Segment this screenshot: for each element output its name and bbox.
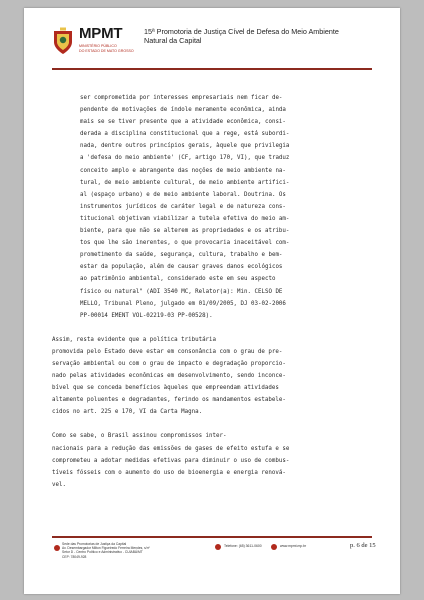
phone-icon [215,544,221,550]
office-title [144,27,384,45]
footer-address: Sede das Promotorias de Justiça da Capital Av. Desembargador Milton Figueiredo Ferreira Mendes, s/nº Setor D - Centro Político e Administrativo - CUIABÁ/MT CEP: 78049-928 [62,542,150,559]
text-line: prometimento da saúde, segurança, cultura, trabalho e bem- [80,252,283,259]
text-line: al (espaço urbano) e de meio ambiente laboral. Doutrina. Os [80,191,286,198]
logo-subtitle: MINISTÉRIO PÚBLICO DO ESTADO DE MATO GROSSO [79,44,134,53]
location-icon [54,545,60,551]
page-footer [24,536,400,594]
footer-divider [52,536,372,538]
text-line: comprometeu a adotar medidas efetivas para diminuir o uso de combus- [52,457,290,464]
globe-icon [271,544,277,550]
page-header [24,8,400,80]
text-line: tos que lhe são inerentes, o que provocaria inaceitável com- [80,240,290,247]
text-line: cidos no art. 225 e 170, VI da Carta Magna. [52,409,203,416]
text-line: derada a disciplina constitucional que a rege, está subordi- [80,131,290,138]
text-line: bível que se conceda benefícios àqueles que empreendam atividades [52,385,279,392]
text-line: pendente de motivações de índole meramente econômica, ainda [80,107,286,114]
text-line: nacionais para a redução das emissões de gases de efeito estufa e se [52,445,290,452]
header-divider [52,68,372,70]
text-line: tíveis fósseis com o aumento do uso de bioenergia e energia renová- [52,469,286,476]
text-line: tural, de meio ambiente cultural, de meio ambiente artifici- [80,179,290,186]
footer-website[interactable]: www.mpmt.mp.br [280,544,307,548]
text-line: estar da população, além de causar graves danos ecológicos [80,264,283,271]
footer-phone: Telefone: (65) 3611-0600 [224,544,262,548]
page-number: p. 6 de 15 [350,542,376,549]
text-line: a 'defesa do meio ambiente' (CF, artigo 170, VI), que traduz [80,155,290,162]
text-line: altamente poluentes e degradantes, ferindo os mandamentos estabele- [52,397,286,404]
text-line: vel. [52,481,66,488]
text-line: promovida pelo Estado deve estar em consonância com o grau de pre- [52,348,283,355]
text-line: nado pelas atividades econômicas em desenvolvimento, sendo inconce- [52,373,286,380]
text-line: mais se se tiver presente que a atividade econômica, consi- [80,119,286,126]
text-line: PP-00014 EMENT VOL-02219-03 PP-00528). [80,312,213,319]
text-line: MELLO, Tribunal Pleno, julgado em 01/09/2005, DJ 03-02-2006 [80,300,286,307]
document-page [24,8,400,594]
text-line: físico ou natural" (ADI 3540 MC, Relator(a): Min. CELSO DE [80,288,283,295]
mpmt-logo [52,24,157,64]
text-line: conceito amplo e abrangente das noções de meio ambiente na- [80,167,286,174]
text-line: Como se sabe, o Brasil assinou compromissos inter- [52,433,227,440]
coat-of-arms-icon [52,27,74,55]
document-body [52,92,372,491]
paragraph-brazil-commitments [24,430,400,490]
paragraph-quote [80,92,372,322]
text-line: servação ambiental ou com o grau de impacto e degradação proporcio- [52,360,286,367]
text-line: biente, para que não se alterem as propriedades e os atribu- [80,228,290,235]
text-line: ao patrimônio ambiental, considerado este em seu aspecto [80,276,276,283]
text-line: Assim, resta evidente que a política tributária [52,336,217,343]
text-line: instrumentos jurídicos de caráter legal e de natureza cons- [80,203,286,210]
office-title-line1: 15ª Promotoria de Justiça Cível de Defesa do Meio Ambiente [144,27,339,36]
logo-wordmark: MPMT [79,25,123,42]
paragraph-tax-policy [24,334,400,419]
text-line: nada, dentre outros princípios gerais, àquele que privilegia [80,143,290,150]
office-title-line2: Natural da Capital [144,36,202,45]
text-line: ser comprometida por interesses empresariais nem ficar de- [80,95,283,101]
text-line: titucional objetivam viabilizar a tutela efetiva do meio am- [80,215,290,222]
